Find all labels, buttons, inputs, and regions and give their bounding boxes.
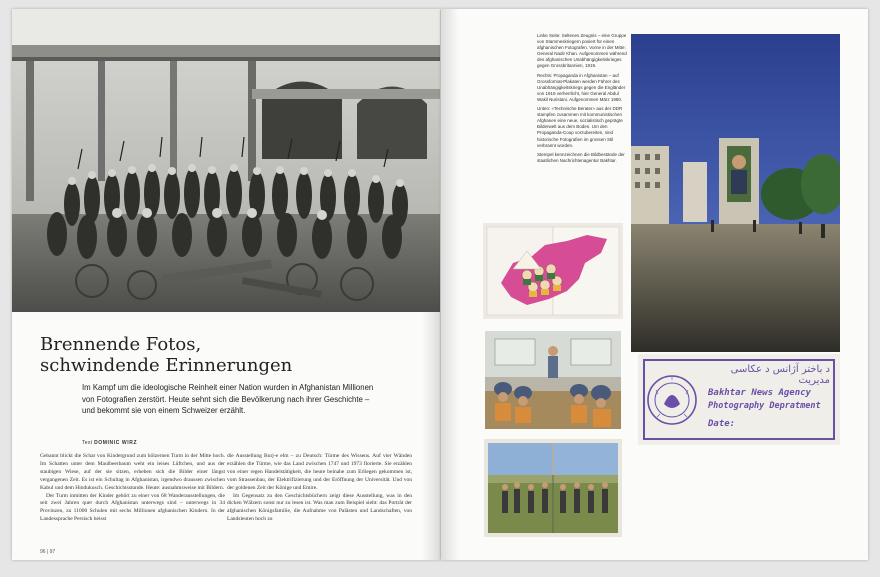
stamp-date: Date: [708, 419, 736, 429]
page-numbers: 96 | 97 [40, 549, 56, 555]
caption-bottom: Unten: «Technische Berater» aus der DDR stampfen zusammen mit kommunistischen Afghanen eine neue, sozialistisch geprägte Bilderwelt aus dem Boden. Um den Propaganda-Coup vorzubereiten, sind historische Fotografien im grossen Stil verbrannt worden. [537, 106, 623, 148]
right-page [441, 9, 868, 560]
caption-stamp: Stempel kennzeichnen die Bildbestände der staatlichen Nachrichtenagentur Bakhtar. [537, 151, 625, 163]
bakhtar-stamp [638, 354, 840, 445]
caption-right: Rechts: Propaganda in Afghanistan – auf Grossformat-Plakaten werden Führer des Unabhängigkeitskriegs gegen die Engländer von 1919 verherrlicht, hier General Abdul Wakil Nuristani. Aufgenommen März 1980. [537, 72, 626, 102]
article-lead: Im Kampf um die ideologische Reinheit einer Nation wurden in Afghanistan Millionen von Fotografien zerstört. Heute sehnt sich die Bevölkerung nach ihrer Geschichte – und bekommt sie von einem Schweizer erzählt. [82, 383, 374, 416]
gutter-shadow [441, 9, 459, 560]
byline-label: Text [82, 440, 93, 446]
left-page [12, 9, 440, 560]
caption-left-page: Linke Seite: Seltenes Zeugnis – eine Gruppe von Stammeskriegern posiert für einen afghanischen Fotografen. Vorne in der Mitte: General Nadir Khan. Aufgenommen während des afghanischen Unabhängigkeitskrieges gegen Grossbritannien, 1919. [537, 33, 627, 69]
title-line-2: schwindende Erinnerungen [40, 355, 293, 376]
stamp-department: Photography Depratment [708, 401, 821, 411]
byline-author: DOMINIC WIRZ [94, 440, 138, 446]
map-book-illustration [483, 223, 623, 319]
body-paragraph: Gebannt blickt die Schar von Kindergrund zum hölzernen Turm in der Mitte hoch. Im Schatten unter dem Maulbeerbaum weht ein leises Lüftchen, und aus der staubigen Wiese, auf der sie sitzen, erheben sich die Bilder einer längst vergangenen Zeit. Es ist ein Schultag in Afghanistan, irgendwo draussen zwischen Kabul und dem Hindukusch. Geschichtsstunde. Heute: ausnahmsweise mit Bildern. [40, 453, 225, 491]
field-group-photo [484, 439, 622, 537]
body-paragraph: die Ausstellung Burj-e elm – zu Deutsch: Türme des Wissens. Auf vier Wänden erzählen die Türme, wie das Land zwischen 1747 und 1973 florierte. Sie erzählen von einer regen Handelstätigkeit, die heute beinahe zum Erliegen gekommen ist, vom Strassenbau, der Elektrifizierung und der Eröffnung der Universität. Und von der goldenen Zeit der Könige und Emire. [227, 453, 412, 491]
body-column-left [40, 453, 225, 524]
photo-captions [537, 33, 629, 167]
poster-street-illustration [631, 34, 840, 352]
byline [82, 440, 137, 446]
classroom-photo [485, 331, 621, 429]
warriors-photo [12, 9, 440, 312]
body-paragraph: Im Gegensatz zu den Geschichtsbüchern zeigt diese Ausstellung, was in den dicken Wälzern sonst nur zu lesen ist. Was man zum Beispiel sieht: das Porträt der afghanischen Königsfamilie, die Aufnahme von Palästen und Landschaften, von Landsleuten hoch zu [227, 492, 412, 523]
stamp-agency-name: Bakhtar News Agency [708, 388, 811, 398]
poster-street-photo [631, 34, 840, 352]
stamp-persian-text: د باختر آژانس د عکاسی مدیریت [730, 364, 830, 386]
warriors-photo-illustration [12, 9, 440, 312]
map-book-photo [483, 223, 623, 319]
article-title [40, 334, 292, 376]
body-paragraph: Der Turm inmitten der Kinder gehört zu einer von 68 Wanderausstellungen, die seit zwei Jahren quer durch Afghanistan unterwegs sind – unterwegs in 34 Provinzen, zu 11000 Schulen mit sechs Millionen afghanischen Kindern. In der Landessprache Persisch heisst [40, 492, 225, 523]
title-line-1: Brennende Fotos, [40, 334, 202, 355]
classroom-illustration [485, 331, 621, 429]
body-column-right [227, 453, 412, 524]
field-group-illustration [484, 439, 622, 537]
